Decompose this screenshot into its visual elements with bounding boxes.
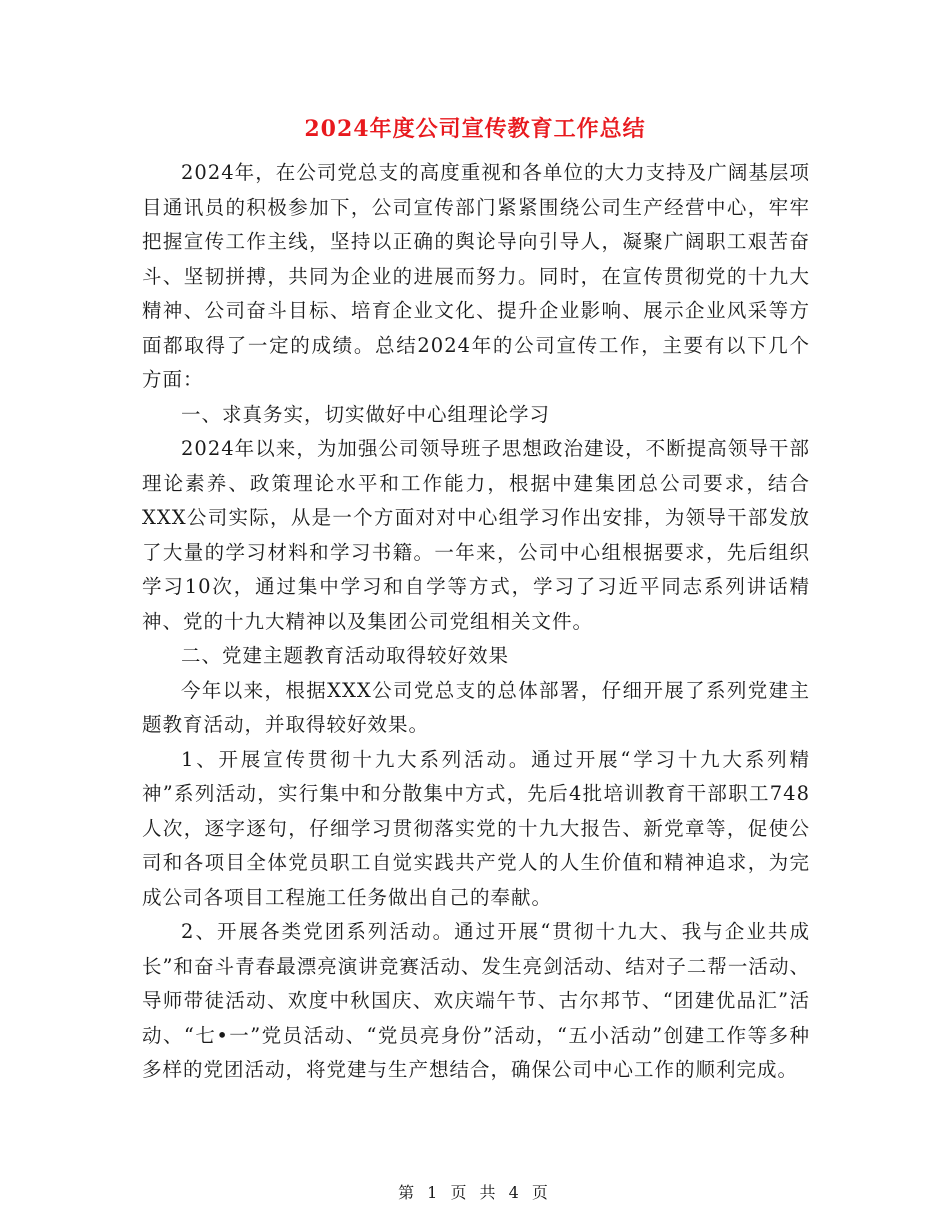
paragraph-intro: 2024年，在公司党总支的高度重视和各单位的大力支持及广阔基层项目通讯员的积极参加下，公司宣传部门紧紧围绕公司生产经营中心，牢牢把握宣传工作主线，坚持以正确的舆论导向引导人，凝聚广阔职工艰苦奋斗、坚韧拼搏，共同为企业的进展而努力。同时，在宣传贯彻党的十九大精神、公司奋斗目标、培育企业文化、提升企业影响、展示企业风采等方面都取得了一定的成绩。总结2024年的公司宣传工作，主要有以下几个方面： (142, 161, 810, 391)
section-heading-1: 一、求真务实，切实做好中心组理论学习 (181, 402, 551, 426)
document-title: 2024年度公司宣传教育工作总结 (304, 116, 646, 142)
paragraph-item-1: 1、开展宣传贯彻十九大系列活动。通过开展“学习十九大系列精神”系列活动，实行集中和分散集中方式，先后4批培训教育干部职工748人次，逐字逐句，仔细学习贯彻落实党的十九大报告、新党章等，促使公司和各项目全体党员职工自觉实践共产党人的人生价值和精神追求，为完成公司各项目工程施工任务做出自己的奉献。 (142, 747, 810, 909)
paragraph-section-2: 今年以来，根据XXX公司党总支的总体部署，仔细开展了系列党建主题教育活动，并取得较好效果。 (142, 678, 810, 736)
section-heading-2: 二、党建主题教育活动取得较好效果 (181, 644, 510, 667)
paragraph-item-2: 2、开展各类党团系列活动。通过开展“贯彻十九大、我与企业共成长”和奋斗青春最漂亮演讲竞赛活动、发生亮剑活动、结对子二帮一活动、导师带徒活动、欢度中秋国庆、欢庆端午节、古尔邦节、“团建优品汇”活动、“七•一”党员活动、“党员亮身份”活动，“五小活动”创建工作等多种多样的党团活动，将党建与生产想结合，确保公司中心工作的顺利完成。 (142, 920, 810, 1081)
page-footer: 第 1 页 共 4 页 (398, 1183, 552, 1202)
paragraph-section-1: 2024年以来，为加强公司领导班子思想政治建设，不断提高领导干部理论素养、政策理论水平和工作能力，根据中建集团总公司要求，结合XXX公司实际，从是一个方面对对中心组学习作出安排，为领导干部发放了大量的学习材料和学习书籍。一年来，公司中心组根据要求，先后组织学习10次，通过集中学习和自学等方式，学习了习近平同志系列讲话精神、党的十九大精神以及集团公司党组相关文件。 (142, 437, 810, 633)
document-body (142, 156, 810, 1088)
